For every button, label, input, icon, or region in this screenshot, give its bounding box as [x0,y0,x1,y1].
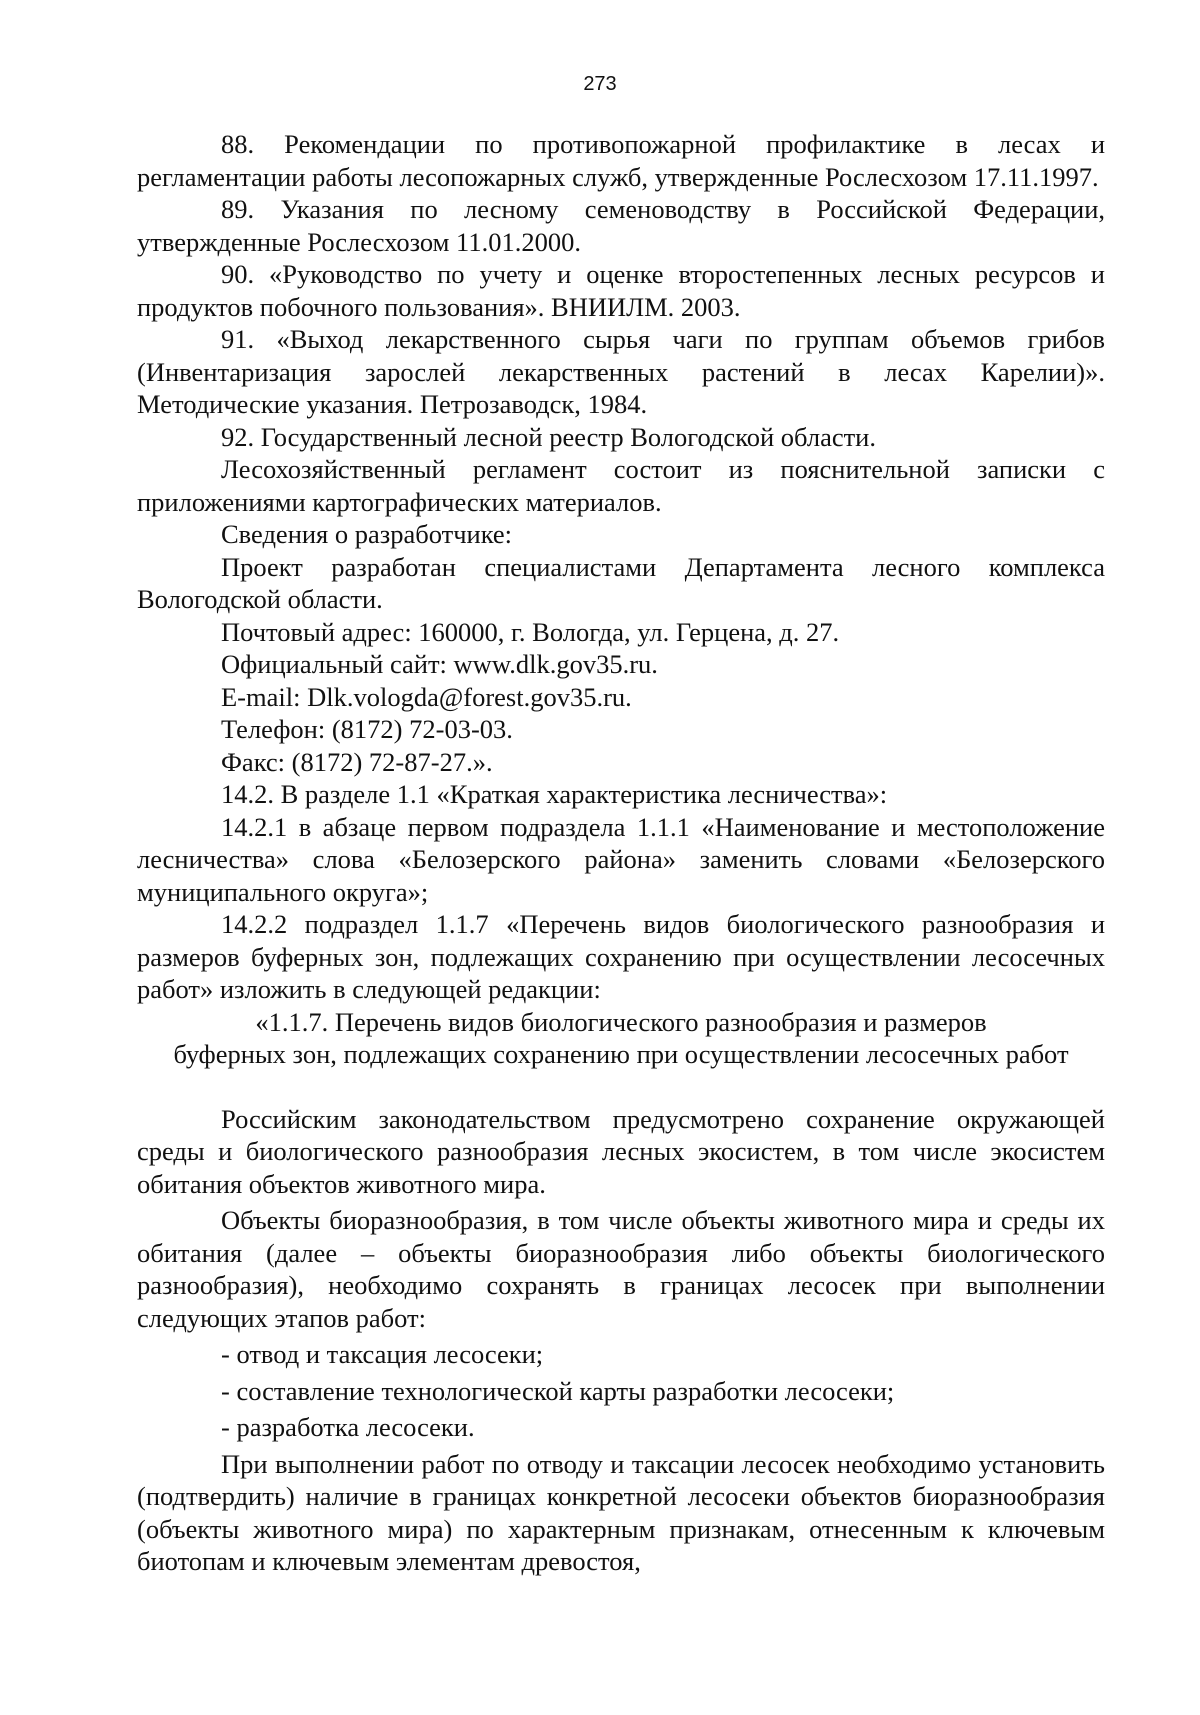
legislation-paragraph: Российским законодательством предусмотрено сохранение окружающей среды и биологического разнообразия лесных экосистем, в том числе экосистем обитания объектов животного мира. [137,1103,1105,1199]
list-item-90: 90. «Руководство по учету и оценке второстепенных лесных ресурсов и продуктов побочного пользования». ВНИИЛМ. 2003. [137,259,1105,322]
subsection-title-line-1: «1.1.7. Перечень видов биологического разнообразия и размеров [255,1006,987,1037]
email-address: E-mail: Dlk.vologda@forest.gov35.ru. [221,681,632,712]
list-item-92: 92. Государственный лесной реестр Вологодской области. [221,421,876,452]
regulation-composition-paragraph: Лесохозяйственный регламент состоит из пояснительной записки с приложениями картографических материалов. [137,454,1105,517]
developer-heading: Сведения о разработчике: [221,519,513,549]
phone-number: Телефон: (8172) 72-03-03. [221,714,513,744]
fax-number: Факс: (8172) 72-87-27.». [221,746,493,777]
biodiversity-objects-paragraph: Объекты биоразнообразия, в том числе объекты животного мира и среды их обитания (далее – объекты биоразнообразия либо объекты биологического разнообразия), необходимо сохранять в границах лесосек при выполнении следующих этапов работ: [137,1205,1105,1333]
subsection-title [137,1006,1105,1071]
stage-list-item: - составление технологической карты разработки лесосеки; [221,1375,895,1406]
section-14-2: 14.2. В разделе 1.1 «Краткая характеристика лесничества»: [221,779,888,809]
list-item-91: 91. «Выход лекарственного сырья чаги по группам объемов грибов (Инвентаризация зарослей лекарственных растений в лесах Карелии)». Методические указания. Петрозаводск, 1984. [137,324,1105,419]
stage-list-item: - разработка лесосеки. [221,1412,475,1442]
document-body [137,128,1105,1578]
subsection-title-line-2: буферных зон, подлежащих сохранению при осуществлении лесосечных работ [173,1039,1069,1069]
section-14-2-1: 14.2.1 в абзаце первом подраздела 1.1.1 «Наименование и местоположение лесничества» слова «Белозерского района» заменить словами «Белозерского муниципального округа»; [137,811,1105,907]
allotment-work-paragraph: При выполнении работ по отводу и таксации лесосек необходимо установить (подтвердить) наличие в границах конкретной лесосеки объектов биоразнообразия (объекты животного мира) по характерным признакам, отнесенным к ключевым биотопам и ключевым элементам древостоя, [137,1448,1105,1576]
list-item-88: 88. Рекомендации по противопожарной профилактике в лесах и регламентации работы лесопожарных служб, утвержденные Рослесхозом 17.11.1997. [137,129,1105,192]
developer-project-paragraph: Проект разработан специалистами Департамента лесного комплекса Вологодской области. [137,551,1105,614]
page-number: 273 [583,73,617,95]
section-14-2-2: 14.2.2 подраздел 1.1.7 «Перечень видов биологического разнообразия и размеров буферных зон, подлежащих сохранению при осуществлении лесосечных работ» изложить в следующей редакции: [137,909,1105,1004]
postal-address: Почтовый адрес: 160000, г. Вологда, ул. Герцена, д. 27. [221,616,840,647]
list-item-89: 89. Указания по лесному семеноводству в Российской Федерации, утвержденные Рослесхозом 11.01.2000. [137,194,1105,257]
website-address: Официальный сайт: www.dlk.gov35.ru. [221,649,658,679]
stage-list-item: - отвод и таксация лесосеки; [221,1339,544,1369]
